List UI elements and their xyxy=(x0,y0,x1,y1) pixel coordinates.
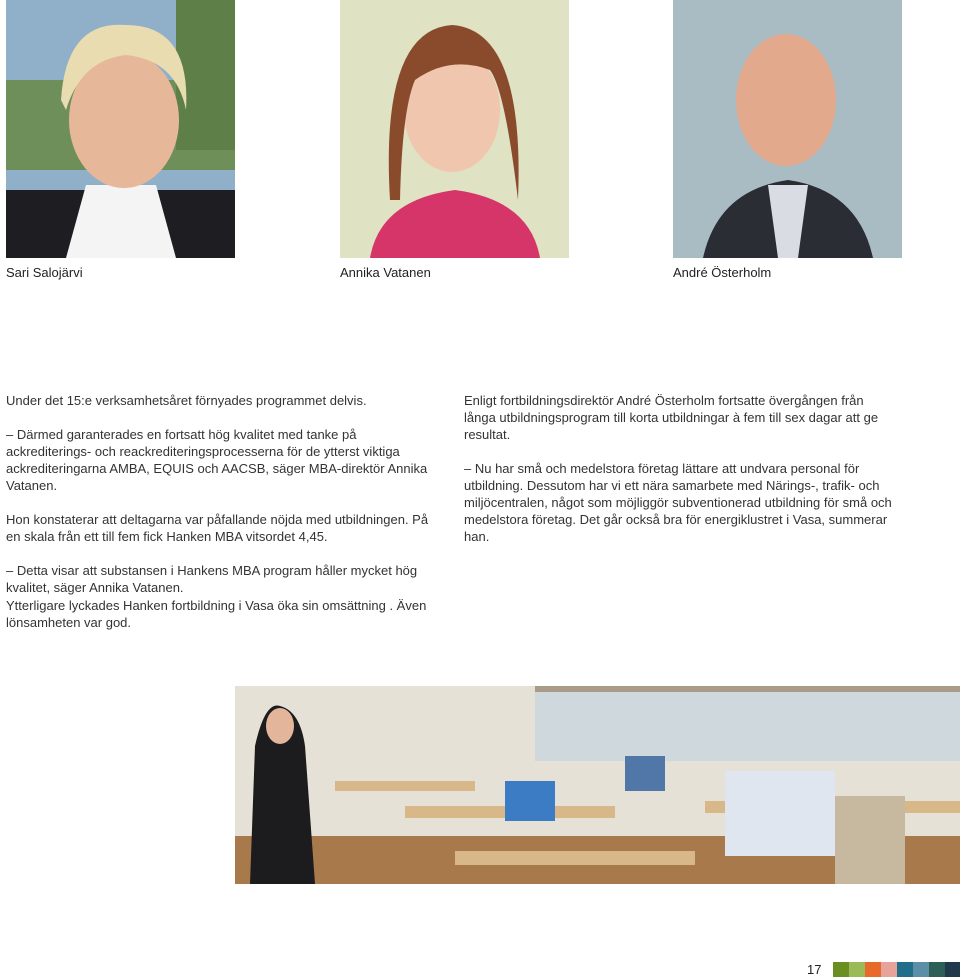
color-swatch xyxy=(833,962,849,977)
bottom-paragraph: Ytterligare lyckades Hanken fortbildning i Vasa öka sin omsättning . Även lönsamheten var god. xyxy=(6,598,427,630)
color-swatch xyxy=(929,962,945,977)
portrait-caption: Sari Salojärvi xyxy=(6,265,83,280)
color-swatch xyxy=(913,962,929,977)
portrait-caption: Annika Vatanen xyxy=(340,265,431,280)
color-swatch xyxy=(881,962,897,977)
color-swatch xyxy=(945,962,960,977)
paragraph: – Nu har små och medelstora företag lättare att undvara personal för utbildning. Dessutom har vi ett nära samarbete med Närings-, trafik- och miljöcentralen, något som möjliggör subventionerad utbildning för små och medelstora företag. Det går också bra för energiklustret i Vasa, summerar han. xyxy=(464,461,892,544)
classroom-photo xyxy=(235,686,960,884)
page-number: 17 xyxy=(807,962,822,977)
paragraph: Under det 15:e verksamhetsåret förnyades programmet delvis. xyxy=(6,393,367,408)
right-text-column xyxy=(464,392,894,562)
color-swatch-bar xyxy=(833,962,960,977)
paragraph: Enligt fortbildningsdirektör André Österholm fortsatte övergången från långa utbildningsprogram till korta utbildningar à fem till sex dagar att ge resultat. xyxy=(464,393,879,442)
portrait-photo-andre-osterholm xyxy=(673,0,902,258)
paragraph: – Detta visar att substansen i Hankens MBA program håller mycket hög kvalitet, säger Annika Vatanen. xyxy=(6,563,418,595)
color-swatch xyxy=(865,962,881,977)
color-swatch xyxy=(849,962,865,977)
paragraph: Hon konstaterar att deltagarna var påfallande nöjda med utbildningen. På en skala från ett till fem fick Hanken MBA vitsordet 4,45. xyxy=(6,512,429,544)
left-text-column xyxy=(6,392,430,613)
portrait-photo-annika-vatanen xyxy=(340,0,569,258)
color-swatch xyxy=(897,962,913,977)
portrait-photo-sari-salojarvi xyxy=(6,0,235,258)
portrait-caption: André Österholm xyxy=(673,265,772,280)
paragraph: – Därmed garanterades en fortsatt hög kvalitet med tanke på ackrediterings- och reackrediteringsprocesserna för de ytterst viktiga ackrediteringarna AMBA, EQUIS och AACSB, säger MBA-direktör Annika Vatanen. xyxy=(6,427,428,493)
